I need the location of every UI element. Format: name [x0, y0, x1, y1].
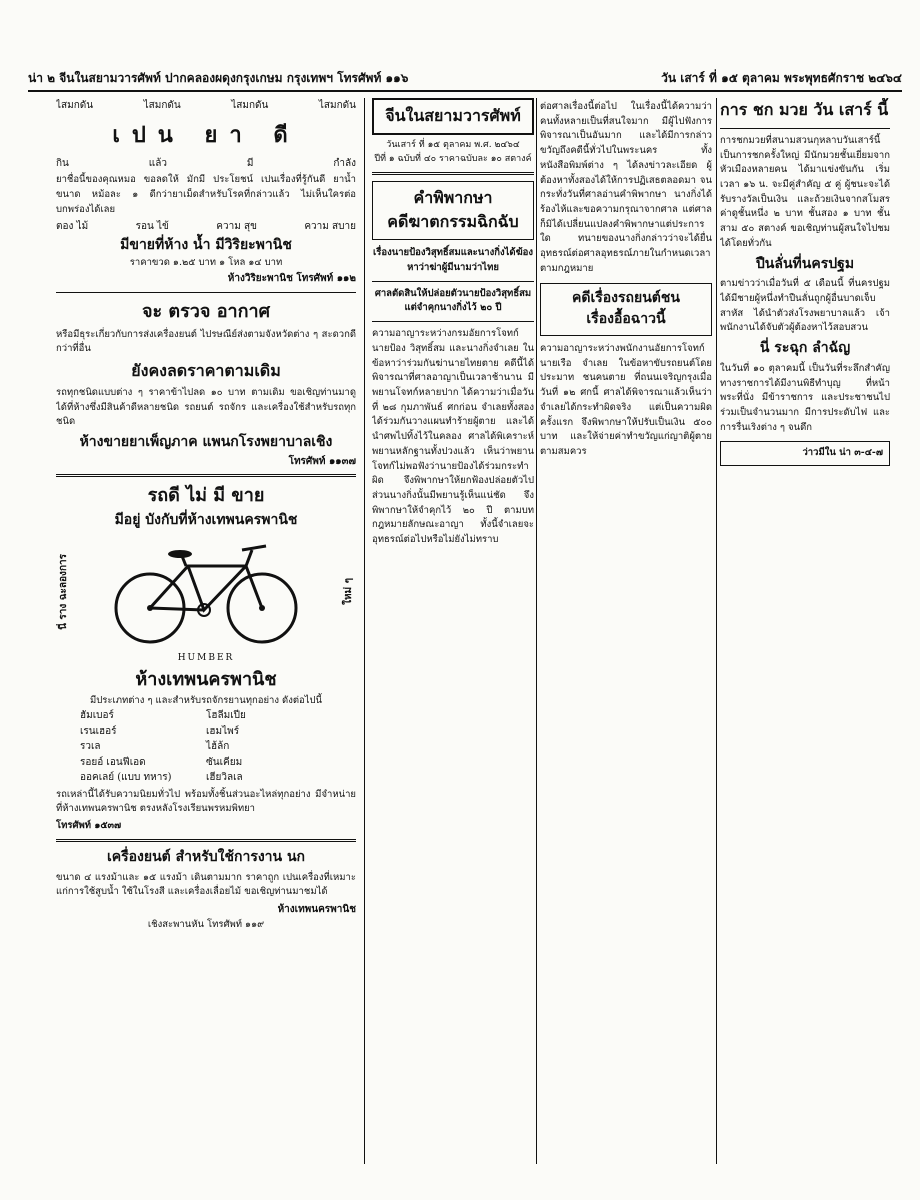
masthead-column: [372, 98, 534, 1164]
brand-item: ออคเลย์ (แบบ ทหาร): [80, 772, 172, 784]
column-rule: [536, 98, 537, 1164]
ad-tel: โทรศัพท์ ๑๑๓๗: [288, 455, 356, 467]
section-title: ปืนลั่นที่นครปฐม: [755, 255, 855, 272]
bike-ad-title: รถดี ไม่ มี ขาย: [147, 485, 265, 507]
ad-word: ตอง ไม้: [56, 221, 89, 233]
header-left: น่า ๒ จีนในสยามวารศัพท์ ปากคลองผดุงกรุงเกษม กรุงเทพฯ โทรศัพท์ ๑๑๖: [28, 70, 409, 85]
ad-word: รอน ไข้: [135, 221, 169, 233]
bike-ad-subtitle: มีอยู่ บังกับที่ห้างเทพนครพานิช: [114, 512, 298, 529]
article-body: ในวันที่ ๑๐ ตุลาคมนี้ เป็นวันที่ระลึกสำคัญ ทางราชการได้มีงานพิธีทำบุญ ที่หน้าพระที่นั่ง มีข้าราชการ และประชาชนไปร่วมเป็นจำนวนมาก มีการประดับไฟ และการรื่นเริงต่าง ๆ จนดึก: [720, 362, 890, 433]
article-body: ความอาญาระหว่างพนักงานอัยการโจทก์ นายเรือ จำเลย ในข้อหาขับรถยนต์โดยประมาท ชนคนตาย ที่ถนนเจริญกรุงเมื่อวันที่ ๑๒ ศกนี้ ศาลได้พิจารณาแล้วเห็นว่าจำเลยได้กระทำผิดจริง แต่เป็นความผิดครั้งแรก จึงพิพากษาให้ปรับเป็นเงิน ๕๐๐ บาท และให้จ่ายค่าทำขวัญแก่ญาติผู้ตายตามสมควร: [540, 343, 712, 458]
divider: [720, 128, 890, 129]
ad-word: ไสมกดัน: [231, 100, 269, 111]
bicycle-icon: [106, 536, 306, 648]
bike-tel: โทรศัพท์ ๑๕๓๗: [56, 820, 122, 832]
divider: [56, 292, 356, 293]
bicycle-illustration: [106, 536, 306, 648]
divider: [56, 474, 356, 477]
brand-item: รวเล: [80, 741, 101, 753]
news-column: [540, 98, 712, 1164]
article-body: การชกมวยที่สนามสวนกุหลาบวันเสาร์นี้ เป็นการชกครั้งใหญ่ มีนักมวยชั้นเยี่ยมจากหัวเมืองหลายคน ได้มาแข่งขันกัน เริ่มเวลา ๑๖ น. จะมีคู่สำคัญ ๕ คู่ ผู้ชนะจะได้รับรางวัลเป็นเงิน และถ้วยเงินจากสโมสร ค่าดูชั้นหนึ่ง ๒ บาท ชั้นสอง ๑ บาท ชั้นสาม ๕๐ สตางค์ ขอเชิญท่านผู้สนใจไปชมได้โดยทั่วกัน: [720, 134, 890, 249]
ad-headline: เปน ยา ดี: [112, 121, 300, 148]
bike-desc: มีประเภทต่าง ๆ และสำหรับรถจักรยานทุกอย่าง ดังต่อไปนี้: [89, 694, 323, 706]
brand-item: เฮมไพร์: [206, 725, 240, 737]
ad-word: ความ สบาย: [304, 221, 356, 233]
ad-word: ไสมกดัน: [143, 100, 181, 111]
ad-body: รถทุกชนิดแบบต่าง ๆ ราคาข้าไปลด ๑๐ บาท ตามเดิม ขอเชิญท่านมาดูได้ที่ห้างซึ่งมีสินค้าดีหลายชนิด รถยนต์ รถจักร และเครื่องใช้สำหรับรถทุกชนิด: [56, 386, 356, 428]
bike-shop: ห้างเทพนครพานิช: [135, 668, 277, 690]
divider: [372, 321, 534, 322]
ad-word: ไสมกดัน: [56, 100, 94, 111]
article-body: ตามข่าวว่าเมื่อวันที่ ๕ เดือนนี้ ที่นครปฐม ได้มีชายผู้หนึ่งทำปืนลั่นถูกผู้อื่นบาดเจ็บสาหัส ได้นำตัวส่งโรงพยาบาลแล้ว เจ้าพนักงานได้จับตัวผู้ต้องหาไว้สอบสวน: [720, 278, 890, 334]
ad-word: ไสมกดัน: [318, 100, 356, 111]
section-title: คำพิพากษา: [413, 187, 493, 207]
issue-number: ปีที่ ๑ ฉบับที่ ๔๐ ราคาฉบับละ ๑๐ สตางค์: [374, 153, 532, 164]
brand-item: ไฮ้ล้ก: [206, 741, 230, 753]
ad-slogan-row: [56, 98, 356, 114]
brand-item: เฮียวิลเล: [206, 772, 243, 784]
engine-ad-title: เครื่องยนต์ สำหรับใช้การงาน นก: [106, 848, 306, 865]
divider: [372, 281, 534, 282]
brand-item: ซันเคียม: [206, 756, 243, 768]
ad-word: กิน: [56, 157, 69, 169]
ad-word: มี: [246, 157, 254, 169]
bike-brand-list: [56, 708, 356, 786]
masthead-box: [372, 98, 534, 135]
ad-shop: ห้างขายยาเพ็ญภาค แพนกโรงพยาบาลเชิง: [79, 433, 333, 450]
headline-box: [540, 283, 712, 336]
engine-ad-body: ขนาด ๔ แรงม้าและ ๑๕ แรงม้า เดินตามมาก ราคาถูก เปนเครื่องที่เหมาะแก่การใช้สูบน้ำ ใช้ในโรงสี และเครื่องเลื่อยไม้ ขอเชิญท่านมาชมได้: [56, 871, 356, 898]
column-rule: [716, 98, 717, 1164]
headline-box: [372, 181, 534, 241]
ad-body: หรือมีธุระเกี่ยวกับการส่งเครื่องยนต์ ไปรษณีย์ส่งตามจังหวัดต่าง ๆ สะดวกดีกว่าที่อื่น: [56, 328, 356, 355]
brand-item: รอยอ์ เอนฟีเอด: [80, 756, 146, 768]
engine-ad-addr: เชิงสะพานหัน โทรศัพท์ ๑๑๙: [147, 918, 265, 930]
ad-maker: มีขายที่ห้าง น้ำ มีวิริยะพานิช: [120, 236, 292, 253]
ad-price: ราคาขวด ๑.๒๕ บาท ๑ โหล ๑๔ บาท: [129, 257, 283, 269]
section-subtitle: คดีฆาตกรรมฉิกฉับ: [387, 212, 519, 232]
brand-item: ฮัมเบอร์: [80, 710, 114, 722]
bike-brand: HUMBER: [177, 652, 235, 663]
masthead-title: จีนในสยามวารศัพท์: [385, 106, 521, 125]
issue-date: วันเสาร์ ที่ ๑๕ ตุลาคม พ.ศ. ๒๔๖๔: [386, 139, 520, 150]
divider: [372, 172, 534, 175]
ad-body: ยาชื่อนี้ของคุณหมอ ขอลดให้ มักมี ประโยชน์ เปนเรื่องที่รู้กันดี ยาน้ำ ขนาด หม้อละ ๑ ดีกว่ายาเม็ดสำหรับโรคที่กล่าวแล้ว ไม่เห็นใครต่อบกพร่องได้เลย: [56, 174, 356, 215]
sports-column: [720, 98, 890, 1164]
brand-item: โฮลีมเปีย: [206, 710, 246, 722]
brand-item: เรนเฮอร์: [80, 725, 117, 737]
page-header: [28, 66, 902, 92]
boxing-title: การ ชก มวย วัน เสาร์ นี้: [720, 100, 889, 119]
sub-heading: ศาลตัดสินให้ปล่อยตัวนายป้องวิสุทธิ์สมแต่จำคุกนางกิ่งไว้ ๒๐ ปี: [374, 287, 532, 314]
ad-word: กำลัง: [333, 157, 356, 169]
section-title: คดีเรื่องรถยนต์ชน: [572, 289, 680, 306]
ad-signature: ห้างวิริยะพานิช โทรศัพท์ ๑๑๒: [227, 273, 356, 285]
continued-note: ว่าวมีใน น่า ๓-๔-๗: [720, 441, 890, 466]
ad-word: ความ สุข: [216, 221, 257, 233]
ad-slogan-row: [56, 219, 356, 235]
article-body: ความอาญาระหว่างกรมอัยการโจทก์ นายป้อง วิสุทธิ์สม และนางกิ่งจำเลย ในข้อหาว่าร่วมกันฆ่านายไทยตาย คดีนี้ได้พิจารณาที่ศาลอาญาเป็นเวลาช้านาน มีพยานโจทก์หลายปาก ได้ความว่าเมื่อวันที่ ๒๘ กุมภาพันธ์ ศกก่อน จำเลยทั้งสองได้ร่วมกันวางแผนทำร้ายผู้ตาย และได้นำศพไปทิ้งไว้ในคลอง ศาลได้พิเคราะห์พยานหลักฐานทั้งปวงแล้ว เห็นว่าพยานโจทก์ไม่พอฟังว่านายป้องได้ร่วมกระทำผิด จึงพิพากษาให้ยกฟ้องปล่อยตัวไป ส่วนนางกิ่งนั้นมีพยานรู้เห็นแน่ชัด จึงพิพากษาให้จำคุกไว้ ๒๐ ปี ตามบทกฎหมายลักษณะอาญา ทั้งนี้จำเลยจะอุทธรณ์ต่อไปหรือไม่ยังไม่ทราบ: [372, 328, 534, 546]
bike-side-label: นี่ ราง ฉะลองการ: [58, 553, 69, 630]
engine-ad-shop: ห้างเทพนครพานิช: [277, 904, 356, 916]
ad-title: จะ ตรวจ อากาศ: [141, 300, 271, 322]
header-right: วัน เสาร์ ที่ ๑๕ ตุลาคม พระพุทธศักราช ๒๔๖๔: [661, 70, 902, 85]
bike-side-label: ใหม่ ๆ: [342, 578, 354, 606]
lead-text: เรื่องนายป้องวิสุทธิ์สมและนางกิ่งได้ฆ้องหาว่าฆ่าผู้มีนามว่าไทย: [373, 247, 533, 273]
ad-subtitle: ยังคงลดราคาตามเดิม: [131, 360, 281, 380]
section-title: นี่ ระฉุก ลำฉัญ: [759, 340, 851, 357]
section-subtitle: เรื่องอื้อฉาวนี้: [586, 311, 666, 328]
article-body: ต่อศาลเรื่องนี้ต่อไป ในเรื่องนี้ได้ความว่าคนทั้งหลายเป็นที่สนใจมาก มีผู้ไปฟังการพิจารณาเป็นอันมาก และได้มีการกล่าวขวัญถึงคดีนี้ทั่วไปในพระนคร ทั้งหนังสือพิมพ์ต่าง ๆ ได้ลงข่าวละเอียด ผู้ต้องหาทั้งสองได้ให้การปฏิเสธตลอดมา จนกระทั่งวันที่ศาลอ่านคำพิพากษา นางกิ่งได้ร้องไห้และขอความกรุณาจากศาล แต่ศาลก็มิได้เปลี่ยนแปลงคำพิพากษาแต่ประการใด ทนายของนางกิ่งกล่าวว่าจะได้ยื่นอุทธรณ์ต่อศาลอุทธรณ์ภายในกำหนดเวลาตามกฎหมาย: [540, 101, 712, 274]
divider: [56, 839, 356, 842]
bike-foot: รถเหล่านี้ได้รับความนิยมทั่วไป พร้อมทั้งชิ้นส่วนอะไหล่ทุกอย่าง มีจำหน่ายที่ห้างเทพนครพานิช ตรงหลังโรงเรียนพรหมพิทยา: [56, 788, 356, 815]
ad-slogan-row: [56, 156, 356, 172]
column-rule: [364, 98, 365, 1164]
ad-word: แล้ว: [148, 157, 167, 169]
ads-column: [56, 98, 356, 1164]
